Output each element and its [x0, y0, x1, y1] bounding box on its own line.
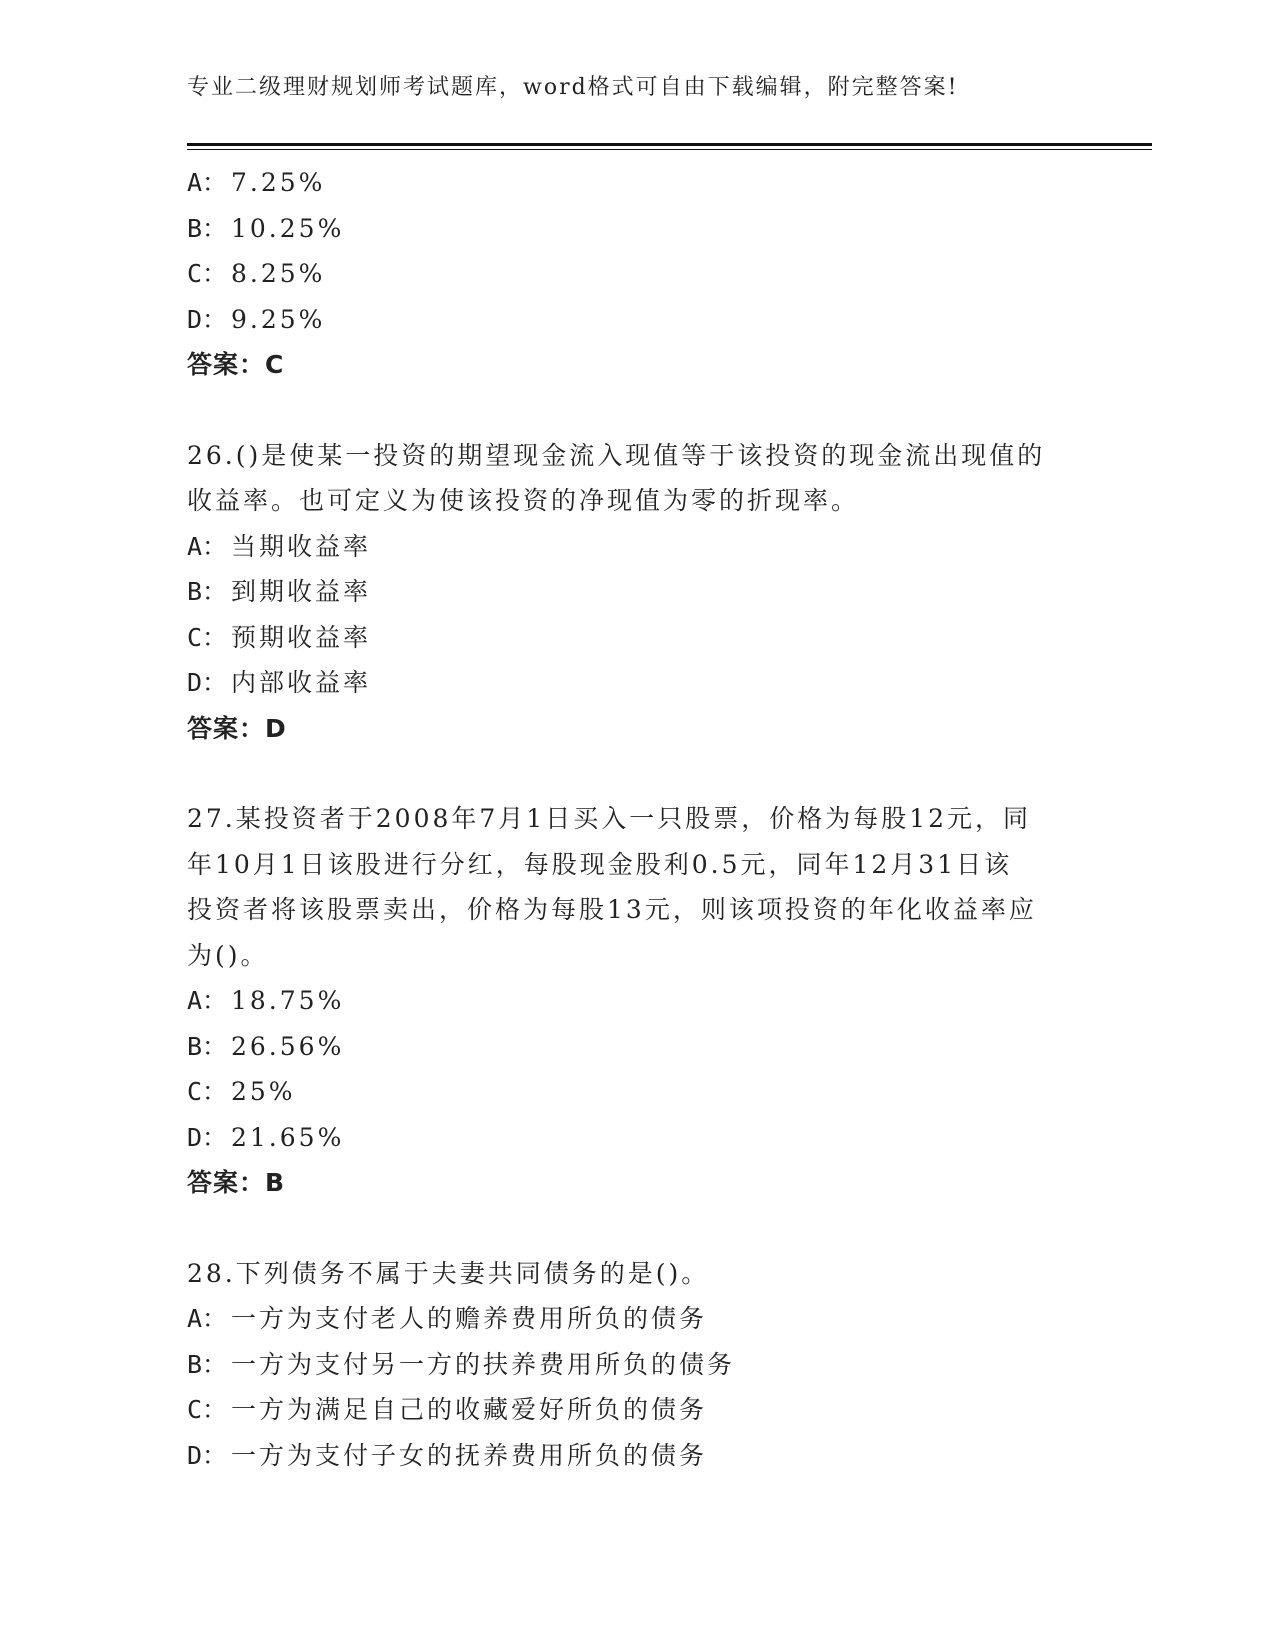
option-b: B： 到期收益率 [187, 577, 372, 606]
option-b: B： 26.56% [187, 1031, 345, 1061]
question-26 [187, 433, 1087, 752]
option-text: 26.56% [231, 1031, 345, 1061]
option-text: 到期收益率 [231, 577, 372, 606]
option-a: A： 一方为支付老人的赡养费用所负的债务 [187, 1304, 708, 1333]
option-text: 7.25% [231, 168, 326, 197]
page-header [187, 70, 1147, 101]
spacer [187, 1206, 1087, 1251]
option-text: 预期收益率 [231, 622, 372, 652]
option-text: 25% [231, 1077, 296, 1106]
question-stem: 投资者将该股票卖出，价格为每股13元，则该项投资的年化收益率应 [187, 895, 1037, 924]
question-stem: 27.某投资者于2008年7月1日买入一只股票，价格为每股12元，同 [187, 804, 1032, 833]
option-d: D： 9.25% [187, 304, 326, 334]
option-c: C： 25% [187, 1077, 296, 1106]
option-text: 一方为支付另一方的扶养费用所负的债务 [231, 1349, 736, 1379]
option-d: D： 内部收益率 [187, 668, 372, 697]
option-d: D： 一方为支付子女的抚养费用所负的债务 [187, 1440, 708, 1470]
option-text: 10.25% [231, 213, 345, 243]
option-c: C： 预期收益率 [187, 622, 372, 652]
answer-line: 答案：B [187, 1168, 286, 1197]
question-stem: 28.下列债务不属于夫妻共同债务的是()。 [187, 1258, 710, 1288]
option-text: 8.25% [231, 259, 326, 288]
option-text: 18.75% [231, 986, 345, 1015]
spacer [187, 388, 1087, 433]
question-28 [187, 1251, 1087, 1479]
spacer [187, 751, 1087, 796]
header-rule-thick [187, 143, 1152, 146]
option-a: A： 7.25% [187, 168, 326, 197]
header-title: 专业二级理财规划师考试题库，word格式可自由下载编辑，附完整答案! [187, 75, 959, 100]
question-27 [187, 796, 1087, 1206]
option-text: 21.65% [231, 1122, 345, 1152]
option-text: 一方为支付老人的赡养费用所负的债务 [231, 1304, 708, 1333]
answer-line: 答案：C [187, 350, 285, 379]
question-25-continued [187, 160, 1087, 388]
header-rule-thin [187, 149, 1152, 150]
question-stem: 收益率。也可定义为使该投资的净现值为零的折现率。 [187, 486, 860, 515]
option-text: 一方为满足自己的收藏爱好所负的债务 [231, 1395, 708, 1424]
option-text: 内部收益率 [231, 668, 372, 697]
option-text: 一方为支付子女的抚养费用所负的债务 [231, 1440, 708, 1470]
question-stem: 年10月1日该股进行分红，每股现金股利0.5元，同年12月31日该 [187, 849, 1013, 879]
option-b: B： 10.25% [187, 213, 345, 243]
option-a: A： 当期收益率 [187, 531, 372, 561]
answer-line: 答案：D [187, 713, 287, 743]
question-stem: 26.()是使某一投资的期望现金流入现值等于该投资的现金流出现值的 [187, 440, 1046, 470]
option-d: D： 21.65% [187, 1122, 345, 1152]
option-a: A： 18.75% [187, 986, 345, 1015]
option-text: 当期收益率 [231, 531, 372, 561]
option-c: C： 8.25% [187, 259, 326, 288]
question-stem: 为()。 [187, 940, 269, 970]
option-text: 9.25% [231, 304, 326, 334]
document-body [187, 160, 1087, 1478]
option-c: C： 一方为满足自己的收藏爱好所负的债务 [187, 1395, 708, 1424]
option-b: B： 一方为支付另一方的扶养费用所负的债务 [187, 1349, 736, 1379]
